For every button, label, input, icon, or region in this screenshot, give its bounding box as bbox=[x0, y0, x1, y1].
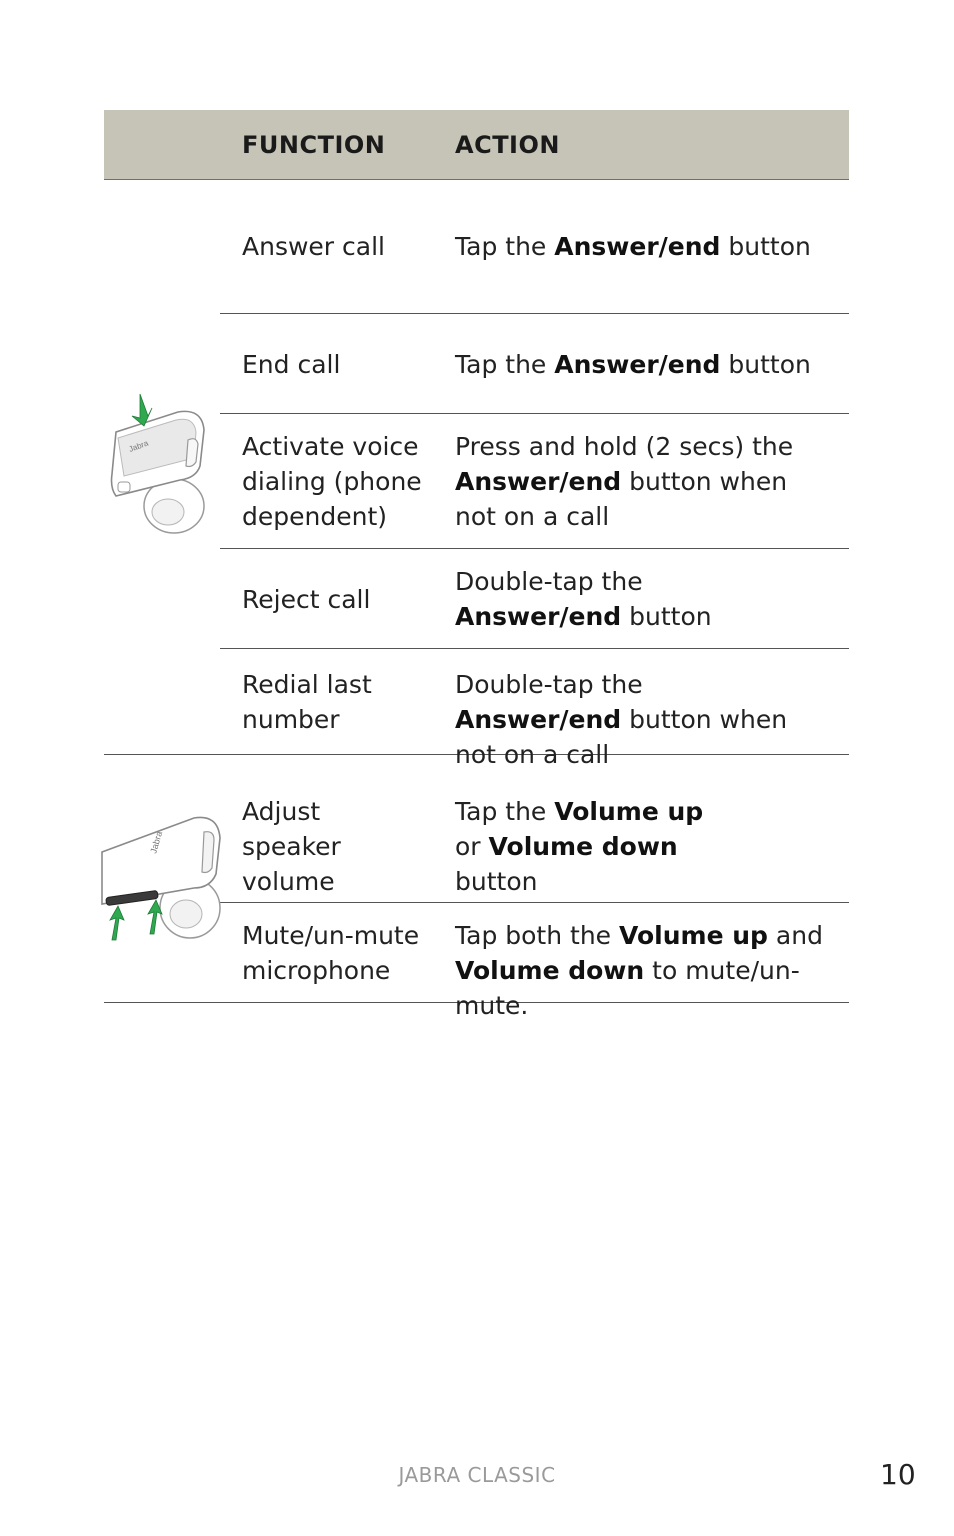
brand-logo-text: Jabra bbox=[127, 438, 150, 454]
action-text: Tap the bbox=[455, 797, 555, 826]
function-cell: Adjust speaker volume bbox=[242, 797, 341, 896]
action-cell bbox=[455, 429, 815, 534]
action-text: button bbox=[621, 602, 712, 631]
row-divider bbox=[220, 648, 849, 649]
volume-down-arrow-icon bbox=[110, 906, 124, 940]
button-name-highlight: Volume down bbox=[488, 832, 678, 861]
action-cell bbox=[455, 229, 845, 264]
action-text: button when not on a call bbox=[455, 705, 788, 769]
action-text: Tap both the bbox=[455, 921, 620, 950]
row-divider bbox=[220, 902, 849, 903]
button-name-highlight: Answer/end bbox=[554, 350, 721, 379]
row-divider bbox=[220, 413, 849, 414]
button-name-highlight: Answer/end bbox=[554, 232, 721, 261]
action-text: button bbox=[455, 867, 538, 896]
action-text: button bbox=[720, 350, 811, 379]
header-function: FUNCTION bbox=[242, 131, 386, 159]
function-cell: End call bbox=[242, 350, 341, 379]
footer-title: JABRA CLASSIC bbox=[398, 1463, 556, 1487]
button-name-highlight: Volume down bbox=[455, 956, 645, 985]
action-cell bbox=[455, 918, 845, 1023]
action-cell bbox=[455, 564, 795, 634]
brand-logo-text: Jabra bbox=[148, 830, 165, 855]
function-cell: Answer call bbox=[242, 232, 385, 261]
button-name-highlight: Volume up bbox=[554, 797, 704, 826]
function-cell: Mute/un-mute microphone bbox=[242, 921, 420, 985]
page-number: 10 bbox=[880, 1458, 916, 1491]
row-divider bbox=[220, 548, 849, 549]
action-text: Tap the bbox=[455, 232, 555, 261]
action-text: Tap the bbox=[455, 350, 555, 379]
headset-volume-buttons-illustration bbox=[100, 808, 224, 944]
button-name-highlight: Volume up bbox=[619, 921, 768, 950]
header-action: ACTION bbox=[455, 131, 560, 159]
action-text: and bbox=[767, 921, 823, 950]
function-cell: Activate voice dialing (phone dependent) bbox=[242, 432, 422, 531]
function-cell: Redial last number bbox=[242, 670, 372, 734]
action-text: Double-tap the bbox=[455, 670, 643, 699]
action-text: Double-tap the bbox=[455, 567, 643, 596]
action-text: button when not on a call bbox=[455, 467, 788, 531]
action-text: Press and hold (2 secs) the bbox=[455, 432, 794, 461]
button-name-highlight: Answer/end bbox=[455, 467, 622, 496]
action-text: or bbox=[455, 832, 489, 861]
button-name-highlight: Answer/end bbox=[455, 705, 622, 734]
action-cell bbox=[455, 347, 845, 382]
action-text: to mute/un-mute. bbox=[455, 956, 800, 1020]
function-cell: Reject call bbox=[242, 585, 371, 614]
action-cell bbox=[455, 794, 735, 899]
row-divider bbox=[220, 313, 849, 314]
headset-answer-button-illustration bbox=[104, 388, 216, 540]
button-name-highlight: Answer/end bbox=[455, 602, 622, 631]
action-cell bbox=[455, 667, 795, 772]
action-text: button bbox=[720, 232, 811, 261]
